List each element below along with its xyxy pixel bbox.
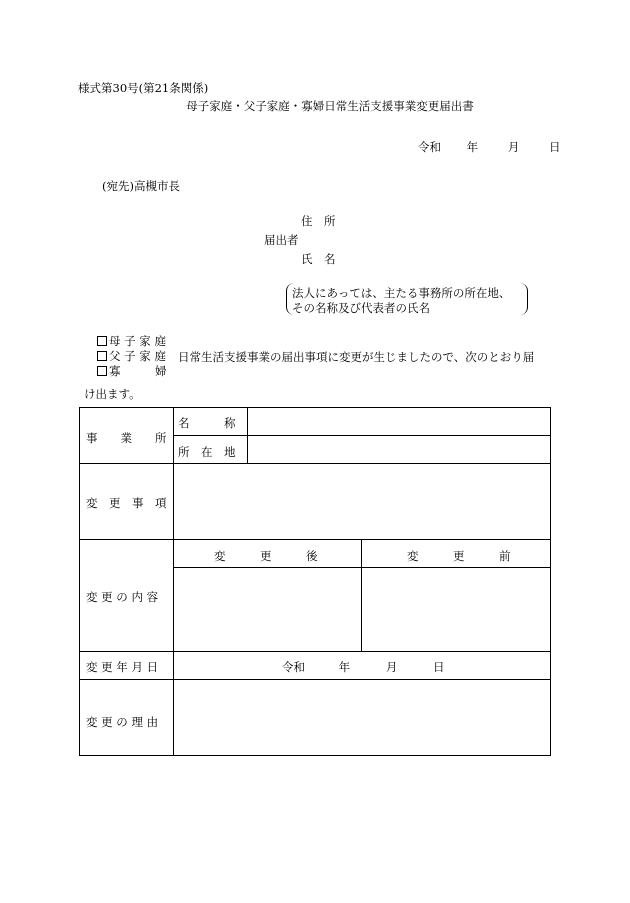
category-checkbox-single-mother[interactable] (97, 334, 166, 349)
submission-date (418, 139, 560, 155)
checkbox-icon[interactable] (97, 351, 107, 361)
address-label: 住 所 (301, 214, 336, 228)
notifier-label: 届出者 (264, 233, 299, 247)
change-date-year: 年 (338, 660, 351, 674)
change-items-label: 変 更 事 項 (86, 496, 167, 510)
change-details-table (79, 407, 551, 756)
change-reason-label: 変 更 の 理 由 (86, 715, 159, 729)
checkbox-icon[interactable] (97, 336, 107, 346)
category-checkbox-widow[interactable] (97, 364, 167, 379)
business-name-label: 名 称 (178, 416, 236, 430)
after-change-label: 変 更 後 (214, 549, 318, 563)
col-divider (247, 408, 248, 463)
change-date-value (282, 659, 444, 675)
statement-line2: け出ます。 (84, 387, 141, 401)
date-era: 令和 (418, 140, 441, 154)
name-label: 氏 名 (301, 252, 336, 266)
business-location-label: 所 在 地 (178, 445, 236, 459)
statement-line1: 日常生活支援事業の届出事項に変更が生じましたので、次のとおり届 (178, 350, 535, 364)
date-year: 年 (466, 140, 479, 154)
change-content-label: 変 更 の 内 容 (86, 590, 159, 604)
date-day: 日 (548, 140, 561, 154)
row-divider (80, 679, 551, 680)
row-divider (173, 567, 551, 568)
business-label: 事 業 所 (86, 431, 167, 445)
before-change-label: 変 更 前 (407, 549, 511, 563)
category-label: 母 子 家 庭 (109, 334, 166, 348)
date-month: 月 (507, 140, 520, 154)
change-date-month: 月 (385, 660, 398, 674)
row-divider (173, 435, 551, 436)
form-number: 様式第30号(第21条関係) (78, 81, 209, 95)
category-label: 寡 婦 (109, 364, 167, 378)
row-divider (80, 539, 551, 540)
col-divider (173, 539, 174, 756)
category-checkbox-single-father[interactable] (97, 349, 166, 364)
addressee: (宛先)高槻市長 (102, 179, 180, 193)
corporation-note (292, 286, 510, 316)
row-divider (80, 651, 551, 652)
checkbox-icon[interactable] (97, 366, 107, 376)
document-title: 母子家庭・父子家庭・寡婦日常生活支援事業変更届出書 (186, 99, 474, 113)
corporation-note-line1: 法人にあっては、主たる事務所の所在地、 (292, 286, 511, 300)
col-divider (361, 539, 362, 651)
row-divider (80, 463, 551, 464)
category-label: 父 子 家 庭 (109, 349, 166, 363)
change-date-label: 変 更 年 月 日 (86, 660, 159, 674)
corporation-note-line2: その名称及び代表者の氏名 (292, 301, 430, 315)
change-date-day: 日 (432, 660, 445, 674)
change-date-era: 令和 (282, 660, 305, 674)
col-divider (173, 408, 174, 539)
